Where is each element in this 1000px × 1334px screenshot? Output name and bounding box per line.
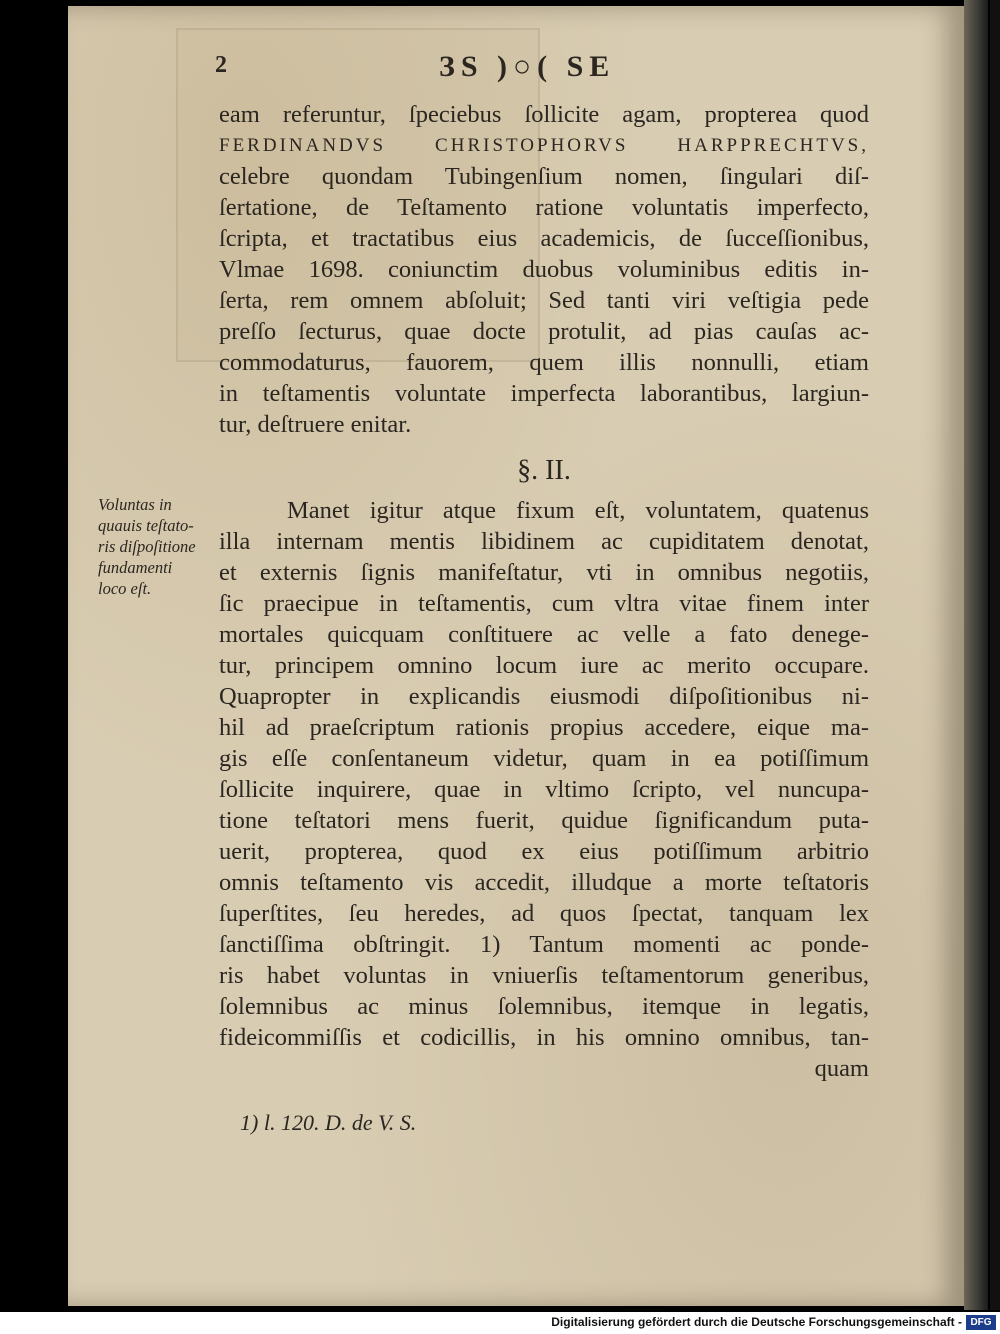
text-line: ſerta, rem omnem abſoluit; Sed tanti viri veſtigia pede [219,287,869,314]
text-line: celebre quondam Tubingenſium nomen, ſingulari diſ- [219,163,869,190]
margin-note-line: quauis teſtato- [98,516,194,535]
text-line: ſertatione, de Teſtamento ratione voluntatis imperfecto, [219,194,869,221]
text-line: tur, principem omnino locum iure ac merito occupare. [219,652,869,679]
page-number: 2 [215,52,227,78]
margin-note [98,494,218,599]
text-line: ris habet voluntas in vniuerſis teſtamentorum generibus, [219,962,869,989]
text-line: tur, deſtruere enitar. [219,411,412,438]
text-line: et externis ſignis manifeſtatur, vti in omnibus negotiis, [219,559,869,586]
text-line: Manet igitur atque fixum eſt, voluntatem, quatenus [287,497,869,524]
text-line: ſolemnibus ac minus ſolemnibus, itemque in legatis, [219,993,869,1020]
section-heading: §. II. [517,455,571,486]
text-line: illa internam mentis libidinem ac cupiditatem denotat, [219,528,869,555]
footnote: 1) l. 120. D. de V. S. [240,1110,417,1135]
margin-note-line: loco eſt. [98,579,152,598]
text-line: ſcripta, et tractatibus eius academicis, de ſucceſſionibus, [219,225,869,252]
text-line: hil ad praeſcriptum rationis propius accedere, eique ma- [219,714,869,741]
text-line: Vlmae 1698. coniunctim duobus voluminibus editis in- [219,256,869,283]
book-spine [964,0,988,1310]
page-header [215,50,865,90]
scan-edge [990,0,1000,1310]
running-head: ЗS )○( SE [439,50,616,83]
text-line: preſſo ſecturus, quae docte protulit, ad pias cauſas ac- [219,318,869,345]
text-line: omnis teſtamento vis accedit, illudque a morte teſtatoris [219,869,869,896]
margin-note-line: Voluntas in [98,495,172,514]
text-line: ſollicite inquirere, quae in vltimo ſcripto, vel nuncupa- [219,776,869,803]
text-line: ſuperſtites, ſeu heredes, ad quos ſpectat, tanquam lex [219,900,869,927]
text-line: fideicommiſſis et codicillis, in his omnino omnibus, tan- [219,1024,869,1051]
text-line: FERDINANDVS CHRISTOPHORVS HARPPRECHTVS, [219,135,869,156]
text-line: ſic praecipue in teſtamentis, cum vltra vitae finem inter [219,590,869,617]
text-line: eam referuntur, ſpeciebus ſollicite agam, propterea quod [219,101,869,128]
text-line: mortales quicquam conſtituere ac velle a fato denege- [219,621,869,648]
margin-note-line: fundamenti [98,558,173,577]
footer-credit: Digitalisierung gefördert durch die Deutsche Forschungsgemeinschaft - [551,1315,962,1329]
margin-note-line: ris diſpoſitione [98,537,196,556]
text-line: ſanctiſſima obſtringit. 1) Tantum momenti ac ponde- [219,931,869,958]
text-line: gis eſſe conſentaneum videtur, quam in ea potiſſimum [219,745,869,772]
text-line: in teſtamentis voluntate imperfecta laborantibus, largiun- [219,380,869,407]
dfg-logo[interactable]: DFG [966,1315,996,1330]
digitization-footer [0,1312,1000,1334]
text-line: Quapropter in explicandis eiusmodi diſpoſitionibus ni- [219,683,869,710]
catchword: quam [814,1055,869,1082]
text-line: commodaturus, fauorem, quem illis nonnulli, etiam [219,349,869,376]
text-line: tione teſtatori mens fuerit, quidue ſignificandum puta- [219,807,869,834]
text-line: uerit, propterea, quod ex eius potiſſimum arbitrio [219,838,869,865]
